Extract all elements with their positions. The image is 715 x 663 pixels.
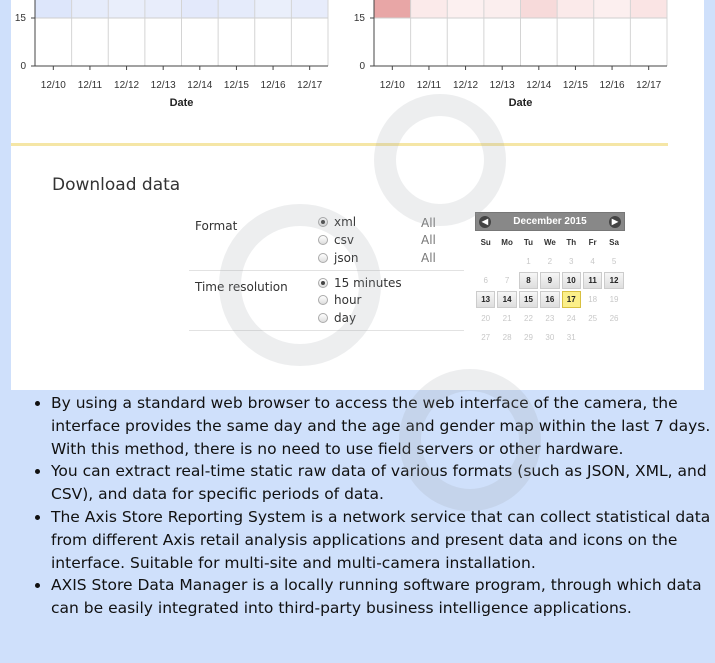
format-option-json-label: json — [334, 251, 359, 265]
radio-json[interactable] — [318, 253, 328, 263]
feature-bullet-list — [27, 392, 715, 620]
weekday-header: Mo — [501, 238, 513, 247]
heatmap-cell — [145, 0, 182, 18]
calendar-day: 26 — [609, 314, 619, 323]
calendar-day[interactable]: 8 — [519, 272, 538, 289]
heatmap-chart-age — [11, 0, 341, 112]
heatmap-cell — [255, 0, 292, 18]
calendar-day: 21 — [502, 314, 512, 323]
format-option-xml-label: xml — [334, 215, 357, 229]
time-resolution-label: Time resolution — [195, 280, 288, 294]
format-csv-range: All — [421, 233, 436, 247]
calendar-day: 22 — [524, 314, 533, 323]
format-separator — [189, 270, 464, 271]
resolution-option-15min[interactable] — [318, 276, 402, 290]
radio-hour[interactable] — [318, 295, 328, 305]
format-option-csv-label: csv — [334, 233, 354, 247]
heatmap-chart-age-svg — [11, 0, 341, 112]
y-tick-label: 15 — [353, 13, 365, 24]
x-tick-label: 12/16 — [599, 80, 625, 91]
calendar-day[interactable]: 12 — [604, 272, 623, 289]
calendar-day[interactable]: 9 — [540, 272, 559, 289]
screenshot-panel — [11, 0, 704, 390]
resolution-option-15min-label: 15 minutes — [334, 276, 402, 290]
calendar-day[interactable]: 11 — [583, 272, 602, 289]
heatmap-cell — [35, 0, 72, 18]
calendar-day[interactable]: 13 — [476, 291, 495, 308]
heatmap-cell — [594, 0, 631, 18]
format-option-xml[interactable] — [318, 215, 356, 229]
calendar-day: 25 — [588, 314, 598, 323]
x-tick-label: 12/14 — [187, 80, 213, 91]
resolution-option-day-label: day — [334, 311, 357, 325]
feature-bullet: • You can extract real-time static raw data of various formats (such as JSON, XML, and CSV), and data for specific periods of data. — [51, 460, 715, 506]
heatmap-cell — [557, 0, 594, 18]
calendar-month-title: December 2015 — [513, 216, 587, 227]
format-json-range: All — [421, 251, 436, 265]
weekday-header: Sa — [609, 238, 619, 247]
format-option-csv[interactable] — [318, 233, 354, 247]
heatmap-cell — [291, 0, 328, 18]
format-option-json[interactable] — [318, 251, 359, 265]
calendar-day: 19 — [609, 295, 619, 304]
x-axis-label: Date — [169, 97, 194, 109]
heatmap-cell — [374, 0, 411, 18]
x-axis-label: Date — [508, 97, 533, 109]
arrow-right-icon[interactable]: ▶ — [609, 216, 621, 228]
x-tick-label: 12/10 — [379, 80, 405, 91]
calendar-day: 28 — [502, 333, 512, 342]
resolution-option-hour[interactable] — [318, 293, 362, 307]
calendar-day: 20 — [481, 314, 491, 323]
x-tick-label: 12/15 — [223, 80, 249, 91]
feature-bullet: • The Axis Store Reporting System is a network service that can collect statistical data from different Axis retail analysis applications and present data and icons on the interface. Suitable for multi-site and multi-camera installation. — [51, 506, 715, 574]
x-tick-label: 12/12 — [453, 80, 479, 91]
heatmap-cell — [630, 0, 667, 18]
heatmap-cell — [521, 0, 558, 18]
feature-bullet: • AXIS Store Data Manager is a locally running software program, through which data can be easily integrated into third-party business intelligence applications. — [51, 574, 715, 620]
format-xml-range: All — [421, 216, 436, 230]
weekday-header: We — [543, 238, 556, 247]
heatmap-cell — [484, 0, 521, 18]
calendar-day: 23 — [545, 314, 555, 323]
heatmap-cell — [182, 0, 219, 18]
calendar-day: 3 — [569, 257, 574, 266]
feature-bullet: • By using a standard web browser to access the web interface of the camera, the interface provides the same day and the age and gender map within the last 7 days. With this method, there is no need to use field servers or other hardware. — [51, 392, 715, 460]
calendar-day — [497, 253, 516, 270]
format-label: Format — [195, 219, 238, 233]
date-picker-calendar — [475, 212, 625, 347]
heatmap-chart-gender — [350, 0, 680, 112]
radio-xml[interactable] — [318, 217, 328, 227]
heatmap-cell — [411, 0, 448, 18]
calendar-day: 30 — [545, 333, 555, 342]
x-tick-label: 12/15 — [562, 80, 588, 91]
x-tick-label: 12/16 — [260, 80, 286, 91]
calendar-day: 2 — [547, 257, 553, 266]
calendar-day: 7 — [504, 276, 510, 285]
calendar-day: 1 — [526, 257, 531, 266]
section-divider — [11, 143, 668, 146]
calendar-day: 18 — [588, 295, 598, 304]
heatmap-cell — [108, 0, 145, 18]
calendar-day: 29 — [524, 333, 533, 342]
heatmap-cell — [447, 0, 484, 18]
heatmap-cell — [218, 0, 255, 18]
weekday-header: Fr — [588, 238, 597, 247]
weekday-header: Tu — [523, 238, 534, 247]
calendar-day: 27 — [481, 333, 491, 342]
x-tick-label: 12/13 — [150, 80, 176, 91]
x-tick-label: 12/14 — [526, 80, 552, 91]
calendar-day[interactable]: 14 — [497, 291, 516, 308]
heatmap-cell — [72, 0, 109, 18]
arrow-left-icon[interactable]: ◀ — [479, 216, 491, 228]
calendar-day-selected[interactable]: 17 — [562, 291, 581, 308]
calendar-day: 4 — [590, 257, 595, 266]
resolution-option-hour-label: hour — [334, 293, 362, 307]
calendar-day[interactable]: 15 — [519, 291, 538, 308]
x-tick-label: 12/11 — [416, 80, 442, 91]
calendar-day: 24 — [566, 314, 576, 323]
radio-15min[interactable] — [318, 278, 328, 288]
radio-csv[interactable] — [318, 235, 328, 245]
resolution-option-day[interactable] — [318, 311, 356, 325]
x-tick-label: 12/17 — [297, 80, 323, 91]
radio-day[interactable] — [318, 313, 328, 323]
calendar-header — [475, 212, 625, 231]
y-tick-label: 15 — [14, 13, 26, 24]
weekday-header: Su — [480, 238, 491, 247]
y-tick-label: 0 — [359, 61, 365, 72]
calendar-day — [476, 253, 495, 270]
calendar-day: 6 — [483, 276, 488, 285]
heatmap-chart-gender-svg — [350, 0, 680, 112]
x-tick-label: 12/10 — [40, 80, 66, 91]
weekday-header: Th — [566, 238, 577, 247]
x-tick-label: 12/17 — [636, 80, 662, 91]
resolution-separator — [189, 330, 464, 331]
y-tick-label: 0 — [20, 61, 26, 72]
x-tick-label: 12/12 — [114, 80, 140, 91]
calendar-day[interactable]: 10 — [562, 272, 581, 289]
x-tick-label: 12/11 — [77, 80, 103, 91]
calendar-day[interactable]: 16 — [540, 291, 559, 308]
calendar-day: 5 — [611, 257, 617, 266]
calendar-day: 31 — [566, 333, 576, 342]
calendar-grid — [475, 233, 625, 347]
download-title: Download data — [52, 175, 181, 195]
x-tick-label: 12/13 — [489, 80, 515, 91]
